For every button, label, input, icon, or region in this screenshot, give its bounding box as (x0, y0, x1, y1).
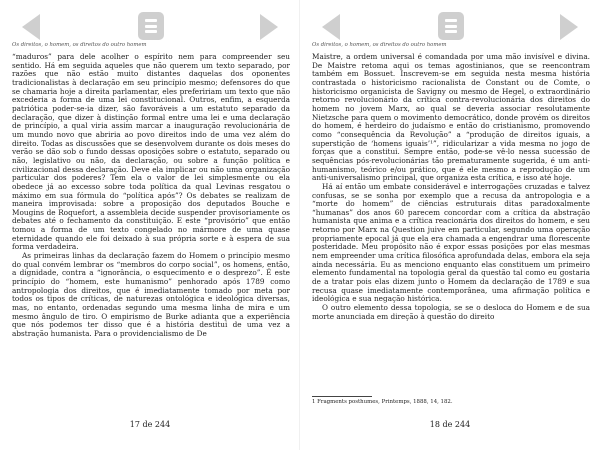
menu-icon[interactable] (138, 12, 164, 40)
previous-page-icon[interactable] (322, 14, 340, 40)
paragraph: Há aí então um embate considerável e interrogações cruzadas e talvez confusas, se se sonha por exemplo que a recusa da antropologia e a “morte do homem” de ciências estruturais ditas paradoxalmente “humanas” dos anos 60 parecem concordar com a crítica da abstração humanista que anima e a crítica reacionária dos direitos do homem, e seu retorno por Marx na Question juive em particular, segundo uma operação propriamente epocal já que ela era chamada a engendrar uma florescente posteridade. Meu propósito não é expor essas posições por elas mesmas nem empreender uma crítica filosófica aprofundada delas, embora ela seja ainda necessária. Eu as menciono enquanto elas constituem um primeiro elemento fundamental na topologia geral da questão tal como eu gostaria de a tratar pois elas dizem junto o Homem da declaração de 1789 e sua recusa quase imediatamente contemporânea, uma afirmação política e ideológica e sua negação histórica. (312, 181, 590, 304)
footnote-rule (312, 396, 372, 397)
next-page-icon[interactable] (560, 14, 578, 40)
page-number: 18 de 244 (429, 420, 471, 429)
previous-page-icon[interactable] (22, 14, 40, 40)
next-page-icon[interactable] (260, 14, 278, 40)
right-page (300, 0, 600, 450)
paragraph: As primeiras linhas da declaração fazem do Homem o princípio mesmo do qual convém lembrar os “membros do corpo social”, os homens, então, a dignidade, contra a “ignorância, o esquecimento e o desprezo”. É este princípio do “homem, este humanismo” penhorado após 1789 como antropologia dos direitos, que é imediatamente tomado por meta por todos os tipos de críticas, de naturezas ontológica e ideológica diversas, mas, no entanto, ordenadas segundo uma mesma linha de mira e um mesmo ângulo de tiro. O empirismo de Burke adianta que a experiência que nós podemos ter disso que é a história destitui de uma vez a abstração humanista. Para o providencialismo de De (12, 251, 290, 338)
page-body (312, 53, 590, 321)
left-page-navigation (0, 8, 300, 44)
paragraph: Maistre, a ordem universal é comandada por uma mão invisível e divina. De Maistre retoma aqui os temas agostinianos, que se reencontram também em Bossuet. Inscrevem-se em seguida nesta mesma história contrastada o historicismo racionalista de Constant ou de Comte, o historicismo organicista de Savigny ou mesmo de Hegel, o extraordinário retorno revolucionário da crítica contra-revolucionária dos direitos do homem no jovem Marx, ao qual se deveria associar resolutamente Nietzsche para quem o movimento democrático, donde provém os direitos do homem, é herdeiro do judaísmo e então do cristianismo, promovendo como “consequência da Revolução” a “produção de direitos iguais, a superstição de ‘homens iguais’¹”, ridicularizar a vida mesma no jogo de forças que a constitui. Sempre então, pode-se vê-lo nessa sucessão de sequências pós-revolucionárias tão prematuramente sugerida, é um anti-humanismo, teórico e/ou prático, que é ele mesmo a reprodução de um anti-universalismo principal, que organiza esta crítica, e isso até hoje. (312, 52, 590, 183)
right-page-navigation (300, 8, 600, 44)
paragraph: O outro elemento dessa topologia, se se o desloca do Homem e de sua morte anunciada em direção à questão do direito (312, 303, 590, 321)
page-number: 17 de 244 (129, 420, 171, 429)
paragraph: “maduros” para dele acolher o espírito nem para compreender seu sentido. Há em seguida aqueles que não querem um texto separado, por razões que não estão muito distantes daquelas dos oponentes tradicionalistas à declaração em seu princípio mesmo; defensores do que se chamaria hoje a direita parlamentar, eles prefeririam um texto que não excederia a forma de uma lei constitucional. Outros, enfim, a esquerda patriótica poder-se-ia dizer, são favoráveis a um estatuto separado da declaração, que dizer à distinção formal entre uma lei e uma declaração de princípio, a qual viria assim marcar a inauguração revolucionária de um mundo novo que abriria ao povo direitos indo de uma vez além do direito. Todas as discussões que se desenvolvem durante os dois meses do verão se dão sob o fundo dessas oposições sobre o estatuto, separado ou não, legislativo ou não, da declaração, ou sobre a função política e civilizacional dessa declaração. Deve ela implicar ou não uma organização particular dos poderes? Tem ela o valor de lei simplesmente ou ela obedece já ao excesso sobre toda política da qual Levinas resgatou o máximo em sua fórmula do “política após”? Os debates se realizam de maneira improvisada: sobre a proposição dos deputados Bouche e Mougins de Roquefort, a assembleia decide suspender provisoriamente os debates até o fechamento da constituição. E este “provisório” que então tomou a forma de um texto congelado no mármore de uma quase eternidade quando ele foi deixado à sua própria sorte e à espera de sua forma verdadeira. (12, 52, 290, 252)
footnote: 1 Fragments posthumes, Printemps, 1888, 14, 182. (312, 399, 453, 405)
running-header: Os direitos, o homem, os direitos do outro homem (12, 42, 147, 48)
page-body (12, 53, 290, 339)
menu-icon[interactable] (438, 12, 464, 40)
running-header: Os direitos, o homem, os direitos do outro homem (312, 42, 447, 48)
